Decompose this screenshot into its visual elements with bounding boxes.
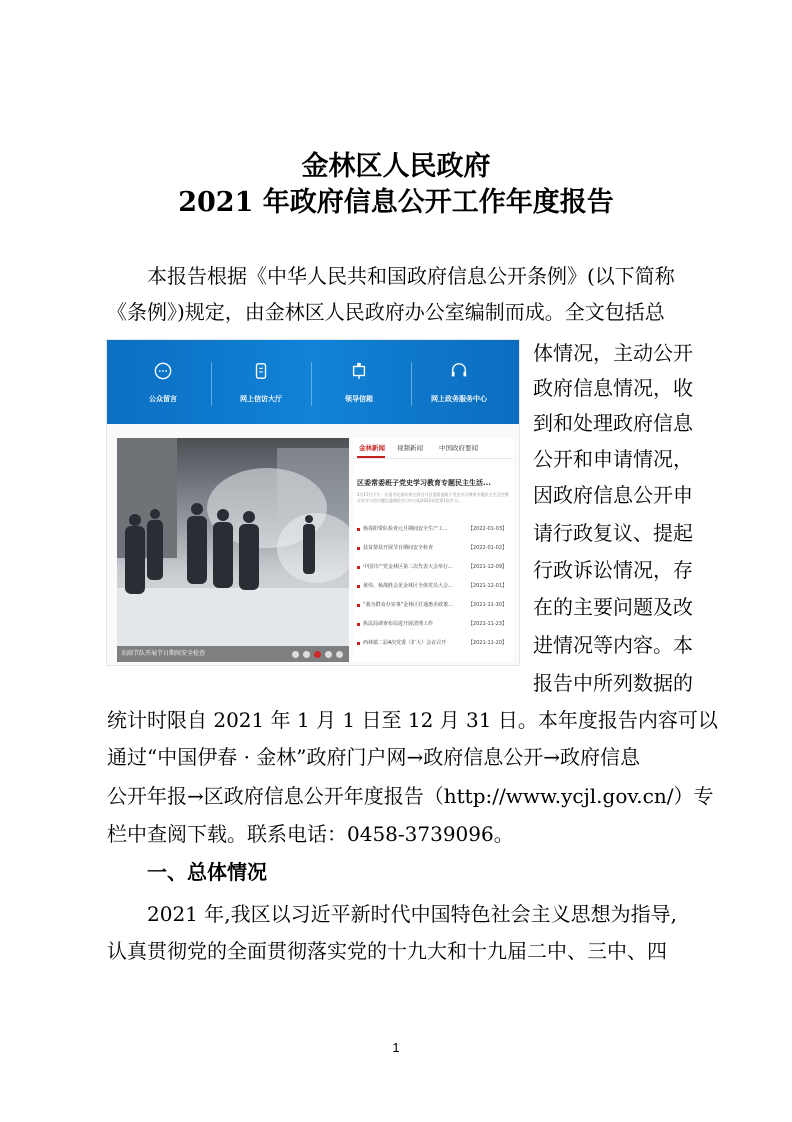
news-title: 黄伟、杨战胜会见金林区全体党员大会... [363, 583, 453, 589]
carousel-dot[interactable] [292, 651, 299, 658]
building-icon [252, 362, 270, 380]
headset-icon [450, 362, 468, 380]
news-title: 西林镇二届4次党委（扩大）会议召开 [363, 640, 447, 646]
news-photo [117, 438, 349, 662]
carousel-dot[interactable] [336, 651, 343, 658]
portal-content [107, 424, 519, 665]
paragraph-line: 因政府信息公开申 [533, 483, 693, 507]
carousel-dot-active[interactable] [314, 651, 321, 658]
paragraph-line: 《条例》)规定，由金林区人民政府办公室编制而成。全文包括总 [107, 300, 665, 324]
paragraph-line: 认真贯彻党的全面贯彻落实党的十九大和十九届二中、三中、四 [107, 939, 667, 963]
tab-jinlin-news[interactable]: 金林新闻 [359, 444, 385, 452]
bullet-icon [357, 547, 360, 550]
paragraph-line: 报告中所列数据的 [533, 671, 693, 695]
news-headline[interactable]: 区委常委班子党史学习教育专题民主生活... [357, 479, 491, 487]
mailbox-icon [350, 362, 368, 380]
news-title: 杨春阳带队检查元旦期间安全生产工... [363, 526, 448, 532]
paragraph-line: 到和处理政府信息 [533, 411, 693, 435]
banner-item-public-message[interactable] [115, 354, 211, 414]
section-heading: 一、总体情况 [147, 860, 267, 884]
bullet-icon [357, 528, 360, 531]
news-title: “我为群众办实事”金林区打通惠企政策... [363, 602, 453, 608]
banner-item-service-center[interactable] [411, 354, 507, 414]
carousel-dots [292, 651, 343, 658]
document-title-line2: 2021 年政府信息公开工作年度报告 [178, 187, 614, 218]
banner-item-label: 领导信箱 [345, 395, 373, 403]
news-date: 【2021-11-20】 [467, 640, 507, 646]
bullet-icon [357, 642, 360, 645]
tab-video-news[interactable]: 视频新闻 [397, 444, 423, 452]
paragraph-line: 本报告根据《中华人民共和国政府信息公开条例》(以下简称 [147, 264, 675, 288]
news-title: 扶贫帮扶开展节日期间安全检查 [363, 545, 434, 551]
paragraph-line: 体情况，主动公开 [533, 341, 693, 365]
paragraph-line: 在的主要问题及改 [533, 595, 693, 619]
news-date: 【2021-11-23】 [467, 621, 507, 627]
banner-item-label: 公众留言 [149, 395, 177, 403]
list-item[interactable] [357, 543, 509, 555]
banner-divider [211, 362, 212, 406]
photo-caption: 农副节队开展节日期间安全检查 [117, 646, 349, 662]
paragraph-line: 请行政复议、提起 [533, 521, 693, 545]
bullet-icon [357, 623, 360, 626]
active-tab-indicator [357, 456, 385, 458]
news-panel [353, 438, 513, 662]
news-date: 【2021-11-30】 [467, 602, 507, 608]
paragraph-line: 2021 年,我区以习近平新时代中国特色社会主义思想为指导, [147, 902, 677, 926]
paragraph-line: 公开和申请情况， [533, 447, 693, 471]
news-photo-carousel[interactable] [117, 438, 349, 662]
news-date: 【2022-01-03】 [467, 526, 507, 532]
chat-bubble-icon [154, 362, 172, 380]
news-date: 【2022-01-02】 [467, 545, 507, 551]
paragraph-line: 公开年报→区政府信息公开年度报告（http://www.ycjl.gov.cn/）专 [107, 784, 714, 808]
paragraph-line: 政府信息情况，收 [533, 376, 693, 400]
news-date: 【2021-12-01】 [467, 583, 507, 589]
portal-banner [107, 340, 519, 424]
banner-item-leader-mailbox[interactable] [311, 354, 407, 414]
document-title-line1: 金林区人民政府 [301, 151, 491, 182]
carousel-dot[interactable] [303, 651, 310, 658]
news-title: 执法局调查布局进开展清理工作 [363, 621, 434, 627]
banner-item-label: 网上信访大厅 [240, 395, 282, 403]
paragraph-line: 进情况等内容。本 [533, 633, 693, 657]
list-item[interactable] [357, 562, 509, 574]
news-summary: 1月17日下午，区委书记梁东带主持召开区委常委班子党史学习教育专题民主生活会暨全年学习会议题区委理论学习中心组2022年度第1次学习... [357, 492, 509, 503]
paragraph-line: 行政诉讼情况，存 [533, 558, 693, 582]
page-number: 1 [392, 1040, 400, 1055]
list-item[interactable] [357, 600, 509, 612]
banner-item-petition-hall[interactable] [213, 354, 309, 414]
paragraph-line: 统计时限自 2021 年 1 月 1 日至 12 月 31 日。本年度报告内容可以 [107, 708, 718, 732]
carousel-dot[interactable] [325, 651, 332, 658]
list-item[interactable] [357, 619, 509, 631]
bullet-icon [357, 585, 360, 588]
banner-item-label: 网上政务服务中心 [431, 395, 487, 403]
list-item[interactable] [357, 524, 509, 536]
list-item[interactable] [357, 581, 509, 593]
news-title: 中国共产党金林区第二次代表大会举行... [363, 564, 453, 570]
list-item[interactable] [357, 638, 509, 650]
bullet-icon [357, 604, 360, 607]
news-date: 【2021-12-09】 [467, 564, 507, 570]
bullet-icon [357, 566, 360, 569]
news-tabs [353, 438, 513, 459]
paragraph-line: 栏中查阅下载。联系电话：0458-3739096。 [107, 822, 514, 846]
paragraph-line: 通过“中国伊春 · 金林”政府门户网→政府信息公开→政府信息 [107, 745, 641, 769]
tab-government-news[interactable]: 中国政府要闻 [439, 444, 478, 452]
website-screenshot [107, 340, 519, 665]
